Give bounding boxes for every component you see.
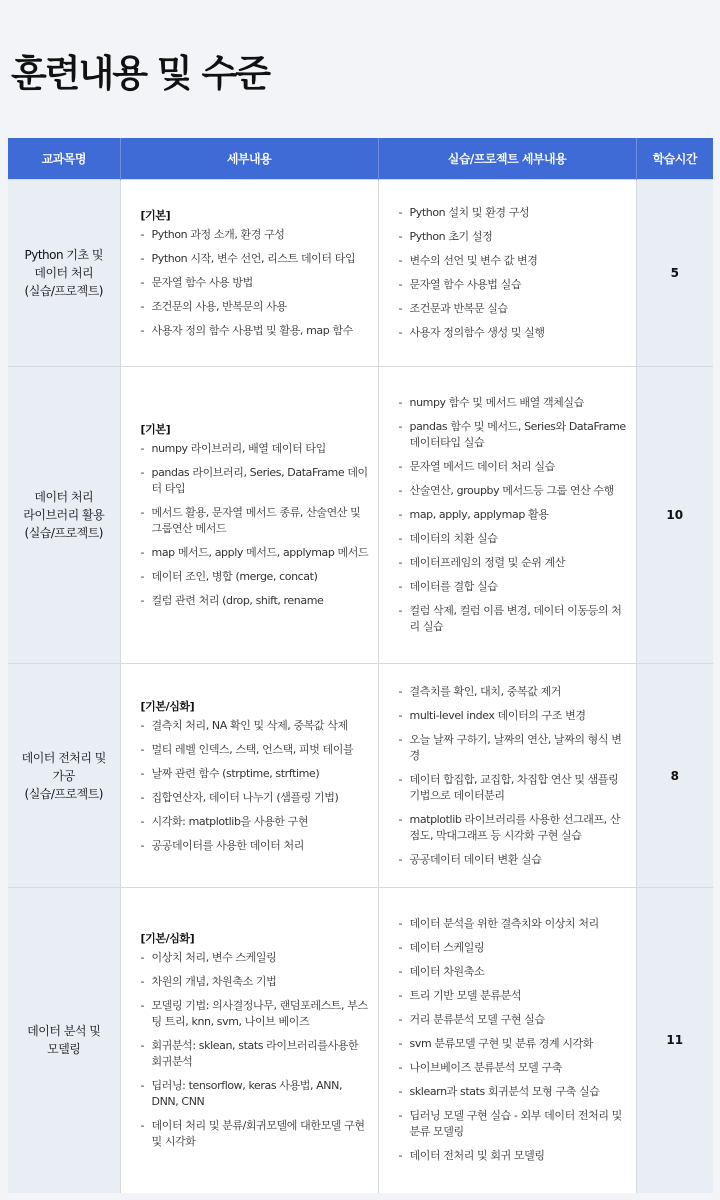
detail-cell	[120, 367, 378, 664]
detail-list	[141, 950, 370, 1150]
table-row	[8, 180, 713, 367]
level-label: [기본]	[140, 209, 171, 222]
detail-cell	[120, 888, 378, 1193]
list-item: - 모델링 기법: 의사결정나무, 랜덤포레스트, 부스팅 트리, knn, svm, 나이브 베이즈	[141, 998, 370, 1030]
list-item: - 변수의 선언 및 변수 값 변경	[399, 253, 628, 269]
list-item: - 공공데이터 데이터 변환 실습	[399, 852, 628, 868]
course-name	[8, 367, 120, 664]
course-name	[8, 180, 120, 367]
practice-list	[399, 395, 628, 635]
practice-list	[399, 684, 628, 868]
curriculum-table	[8, 138, 713, 1193]
list-item: - 딥러닝: tensorflow, keras 사용법, ANN, DNN, CNN	[141, 1078, 370, 1110]
practice-list	[399, 916, 628, 1164]
list-item: - 컬럼 관련 처리 (drop, shift, rename	[141, 593, 370, 609]
list-item: - 조건문의 사용, 반복문의 사용	[141, 299, 370, 315]
list-item: - 시각화: matplotlib을 사용한 구현	[141, 814, 370, 830]
list-item: - map 메서드, apply 메서드, applymap 메서드	[141, 545, 370, 561]
list-item: - map, apply, applymap 활용	[399, 507, 628, 523]
study-hours: 5	[636, 180, 713, 367]
course-name-line: (실습/프로젝트)	[24, 786, 103, 801]
list-item: - Python 시작, 변수 선언, 리스트 데이터 타입	[141, 251, 370, 267]
list-item: - 데이터프레임의 정렬 및 순위 계산	[399, 555, 628, 571]
list-item: - 데이터 분석을 위한 결측치와 이상치 처리	[399, 916, 628, 932]
study-hours: 11	[636, 888, 713, 1193]
course-name-line: Python 기초 및	[24, 248, 103, 262]
detail-list	[141, 718, 370, 854]
table-header-row	[8, 138, 713, 180]
course-name-line: 가공	[52, 768, 75, 783]
list-item: - 문자열 함수 사용 방법	[141, 275, 370, 291]
table-body	[8, 180, 713, 1193]
level-label: [기본/심화]	[140, 699, 195, 713]
list-item: - numpy 함수 및 메서드 배열 객체실습	[399, 395, 628, 411]
course-name-line: 모델링	[47, 1042, 81, 1057]
header-practice: 실습/프로젝트 세부내용	[378, 138, 636, 180]
header-course: 교과목명	[8, 138, 120, 180]
course-name-line: 데이터 처리	[34, 490, 94, 504]
table-row	[8, 367, 713, 664]
list-item: - 오늘 날짜 구하기, 날짜의 연산, 날짜의 형식 변경	[399, 732, 628, 764]
practice-cell	[378, 888, 636, 1193]
list-item: - pandas 함수 및 메서드, Series와 DataFrame 데이터타입 실습	[399, 419, 628, 451]
list-item: - 멀티 레벨 인덱스, 스택, 언스택, 피벗 테이블	[141, 742, 370, 758]
list-item: - 사용자 정의 함수 사용법 및 활용, map 함수	[141, 323, 370, 339]
level-label: [기본]	[140, 423, 171, 436]
list-item: - 데이터 전처리 및 회귀 모델링	[399, 1148, 628, 1164]
course-name	[8, 664, 120, 888]
list-item: - 차원의 개념, 차원축소 기법	[141, 974, 370, 990]
list-item: - 결측치 처리, NA 확인 및 삭제, 중복값 삭제	[141, 718, 370, 734]
list-item: - svm 분류모델 구현 및 분류 경계 시각화	[399, 1036, 628, 1052]
list-item: - 데이터 차원축소	[399, 964, 628, 980]
header-hours: 학습시간	[636, 138, 713, 180]
page-title: 훈련내용 및 수준	[11, 52, 269, 95]
list-item: - 데이터 조인, 병합 (merge, concat)	[141, 569, 370, 585]
course-name-line: (실습/프로젝트)	[24, 526, 103, 540]
list-item: - numpy 라이브러리, 배열 데이터 타입	[141, 441, 370, 457]
list-item: - 데이터를 결합 실습	[399, 579, 628, 595]
list-item: - 결측치를 확인, 대치, 중복값 제거	[399, 684, 628, 700]
list-item: - 나이브베이즈 분류분석 모델 구축	[399, 1060, 628, 1076]
list-item: - 트리 기반 모델 분류분석	[399, 988, 628, 1004]
list-item: - 조건문과 반복문 실습	[399, 301, 628, 317]
list-item: - Python 초기 설정	[399, 229, 628, 245]
list-item: - 회귀분석: sklean, stats 라이브러리를사용한 회귀분석	[141, 1038, 370, 1070]
course-name-line: 라이브러리 활용	[23, 508, 105, 522]
practice-list	[399, 205, 628, 341]
detail-cell	[120, 180, 378, 367]
course-name-line: 데이터 처리	[34, 266, 94, 280]
list-item: - matplotlib 라이브러리를 사용한 선그래프, 산점도, 막대그래프 등 시각화 구현 실습	[399, 812, 628, 844]
list-item: - Python 과정 소개, 환경 구성	[141, 227, 370, 243]
list-item: - 집합연산자, 데이터 나누기 (샘플링 기법)	[141, 790, 370, 806]
list-item: - Python 설치 및 환경 구성	[399, 205, 628, 221]
level-label: [기본/심화]	[140, 932, 195, 946]
course-name-line: 데이터 분석 및	[27, 1024, 101, 1039]
list-item: - 데이터 합집합, 교집합, 차집합 연산 및 샘플링 기법으로 데이터분리	[399, 772, 628, 804]
practice-cell	[378, 664, 636, 888]
course-name-line: (실습/프로젝트)	[24, 284, 103, 298]
course-name	[8, 888, 120, 1193]
study-hours: 8	[636, 664, 713, 888]
list-item: - 날짜 관련 함수 (strptime, strftime)	[141, 766, 370, 782]
list-item: - 컬럼 삭제, 컬럼 이름 변경, 데이터 이동등의 처리 실습	[399, 603, 628, 635]
list-item: - 문자열 함수 사용법 실습	[399, 277, 628, 293]
list-item: - 딥러닝 모델 구현 실습 - 외부 데이터 전처리 및 분류 모델링	[399, 1108, 628, 1140]
list-item: - 사용자 정의함수 생성 및 실행	[399, 325, 628, 341]
list-item: - sklearn과 stats 회귀분석 모형 구축 실습	[399, 1084, 628, 1100]
detail-cell	[120, 664, 378, 888]
header-details: 세부내용	[120, 138, 378, 180]
course-name-line: 데이터 전처리 및	[21, 750, 106, 765]
list-item: - 이상치 처리, 변수 스케일링	[141, 950, 370, 966]
list-item: - 산술연산, groupby 메서드등 그룹 연산 수행	[399, 483, 628, 499]
list-item: - 데이터 처리 및 분류/회귀모델에 대한모델 구현 및 시각화	[141, 1118, 370, 1150]
practice-cell	[378, 367, 636, 664]
detail-list	[141, 227, 370, 339]
list-item: - 메서드 활용, 문자열 메서드 종류, 산술연산 및 그룹연산 메서드	[141, 505, 370, 537]
list-item: - 데이터의 치환 실습	[399, 531, 628, 547]
detail-list	[141, 441, 370, 609]
list-item: - 문자열 메서드 데이터 처리 실습	[399, 459, 628, 475]
study-hours: 10	[636, 367, 713, 664]
table-row	[8, 888, 713, 1193]
list-item: - 데이터 스케일링	[399, 940, 628, 956]
list-item: - 공공데이터를 사용한 데이터 처리	[141, 838, 370, 854]
table-row	[8, 664, 713, 888]
list-item: - 거리 분류분석 모델 구현 실습	[399, 1012, 628, 1028]
practice-cell	[378, 180, 636, 367]
list-item: - pandas 라이브러리, Series, DataFrame 데이터 타입	[141, 465, 370, 497]
list-item: - multi-level index 데이터의 구조 변경	[399, 708, 628, 724]
